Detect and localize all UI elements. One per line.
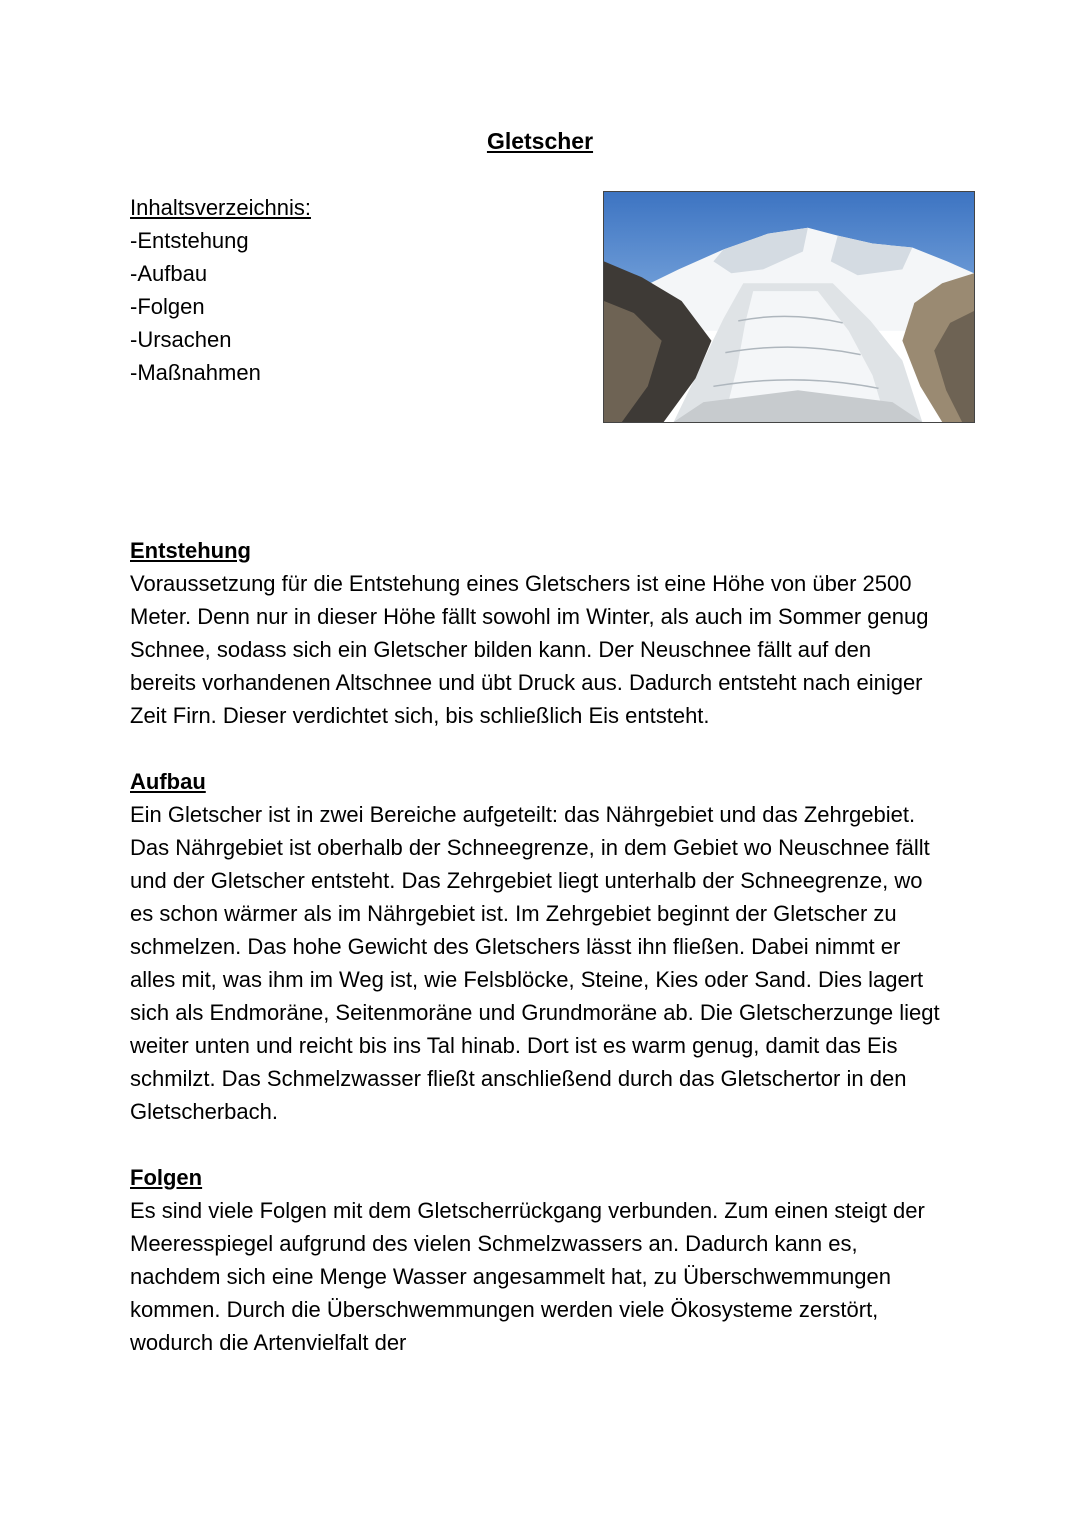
section-entstehung xyxy=(130,534,942,732)
glacier-photo xyxy=(603,191,975,423)
section-body-entstehung: Voraussetzung für die Entstehung eines Gletschers ist eine Höhe von über 2500 Meter. Denn nur in dieser Höhe fällt sowohl im Winter, als auch im Sommer genug Schnee, sodass sich ein Gletscher bilden kann. Der Neuschnee fällt auf den bereits vorhandenen Altschnee und übt Druck aus. Dadurch entsteht nach einiger Zeit Firn. Dieser verdichtet sich, bis schließlich Eis entsteht. xyxy=(130,571,929,728)
toc-item-entstehung: -Entstehung xyxy=(130,228,249,253)
toc-heading: Inhaltsverzeichnis: xyxy=(130,195,311,220)
section-body-folgen: Es sind viele Folgen mit dem Gletscherrückgang verbunden. Zum einen steigt der Meeresspiegel aufgrund des vielen Schmelzwassers an. Dadurch kann es, nachdem sich eine Menge Wasser angesammelt hat, zu Überschwemmungen kommen. Durch die Überschwemmungen werden viele Ökosysteme zerstört, wodurch die Artenvielfalt der xyxy=(130,1198,925,1355)
toc-item-ursachen: -Ursachen xyxy=(130,327,232,352)
section-heading-folgen: Folgen xyxy=(130,1165,203,1190)
toc-item-massnahmen: -Maßnahmen xyxy=(130,360,261,385)
toc-and-photo-row xyxy=(130,191,975,501)
section-aufbau xyxy=(130,765,942,1128)
section-folgen xyxy=(130,1161,942,1359)
page-title: Gletscher xyxy=(486,128,594,154)
toc-item-folgen: -Folgen xyxy=(130,294,205,319)
toc-item-aufbau: -Aufbau xyxy=(130,261,208,286)
section-heading-entstehung: Entstehung xyxy=(130,538,251,563)
section-body-aufbau: Ein Gletscher ist in zwei Bereiche aufgeteilt: das Nährgebiet und das Zehrgebiet. Das Nährgebiet ist oberhalb der Schneegrenze, in dem Gebiet wo Neuschnee fällt und der Gletscher entsteht. Das Zehrgebiet liegt unterhalb der Schneegrenze, wo es schon wärmer als im Nährgebiet ist. Im Zehrgebiet beginnt der Gletscher zu schmelzen. Das hohe Gewicht des Gletschers lässt ihn fließen. Dabei nimmt er alles mit, was ihm im Weg ist, wie Felsblöcke, Steine, Kies oder Sand. Dies lagert sich als Endmoräne, Seitenmoräne und Grundmoräne ab. Die Gletscherzunge liegt weiter unten und reicht bis ins Tal hinab. Dort ist es warm genug, damit das Eis schmilzt. Das Schmelzwasser fließt anschließend durch das Gletschertor in den Gletscherbach. xyxy=(130,802,940,1124)
section-heading-aufbau: Aufbau xyxy=(130,769,206,794)
